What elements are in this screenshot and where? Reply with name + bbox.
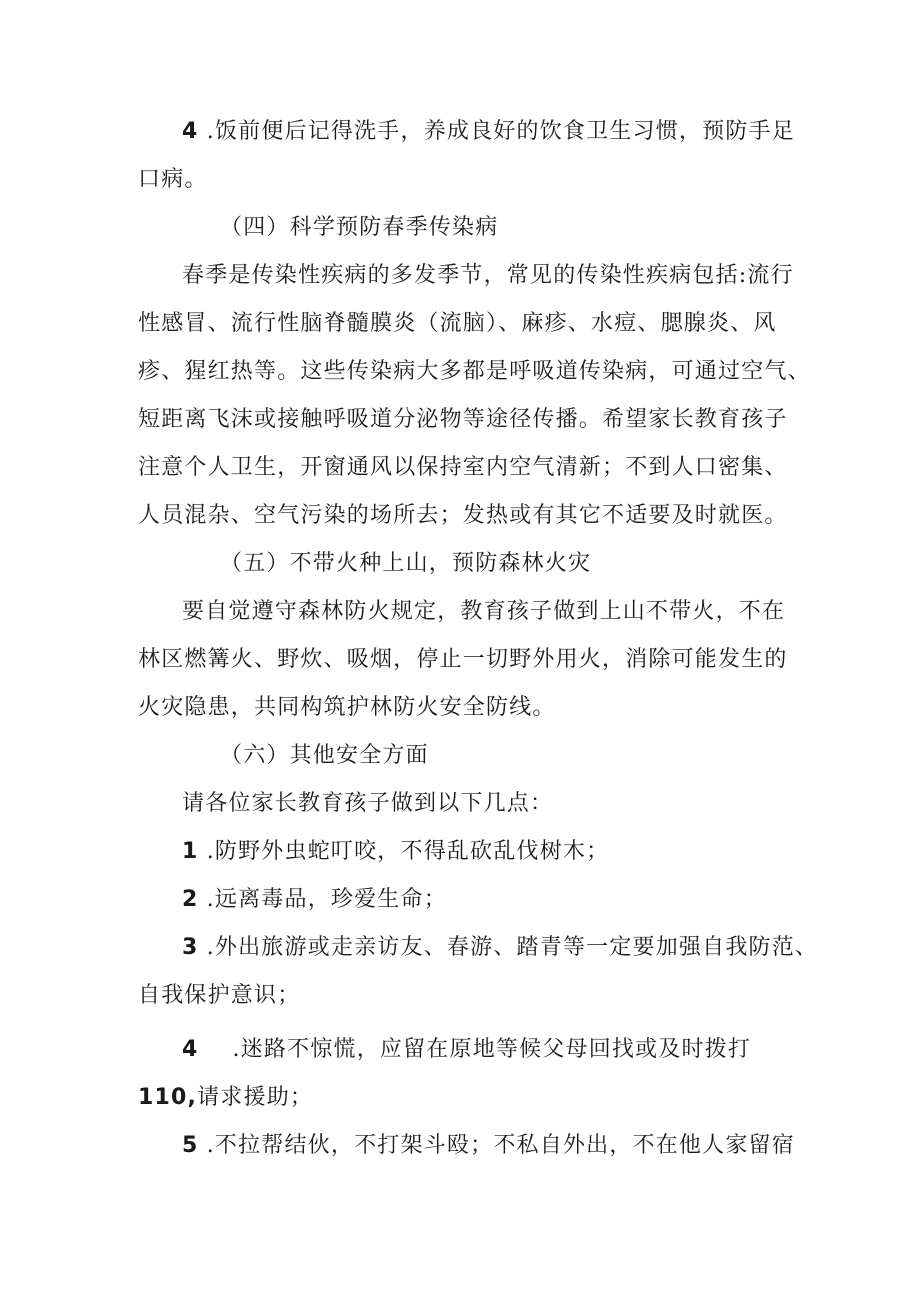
list-item-text: .防野外虫蛇叮咬，不得乱砍乱伐树木；: [206, 839, 610, 864]
list-item: [138, 924, 819, 1020]
paragraph-line: 短距离飞沫或接触呼吸道分泌物等途径传播。希望家长教育孩子: [138, 407, 788, 432]
list-item-text-continued: 请求援助；: [197, 1085, 314, 1110]
list-item: [138, 1122, 798, 1170]
section-intro-6: 请各位家长教育孩子做到以下几点：: [182, 791, 554, 816]
paragraph-line: 火灾隐患，共同构筑护林防火安全防线。: [138, 695, 556, 720]
list-item-number: 2: [182, 887, 199, 912]
list-item-number: 4: [182, 119, 199, 144]
section-paragraph-4: [138, 252, 811, 540]
paragraph-line: 注意个人卫生，开窗通风以保持室内空气清新；不到人口密集、: [138, 455, 788, 480]
paragraph-line: 林区燃篝火、野炊、吸烟，停止一切野外用火，消除可能发生的: [138, 647, 788, 672]
document-body: [138, 108, 819, 1170]
list-item: [138, 1026, 798, 1122]
list-item-text: .不拉帮结伙，不打架斗殴；不私自外出，不在他人家留宿: [206, 1133, 795, 1158]
paragraph-line: 要自觉遵守森林防火规定，教育孩子做到上山不带火，不在: [182, 599, 786, 624]
section-paragraph-5: [138, 588, 798, 732]
list-item-text: .外出旅游或走亲访友、春游、踏青等一定要加强自我防范、: [206, 935, 819, 960]
list-item-hand-washing: [138, 108, 798, 204]
list-item-number: 3: [182, 935, 199, 960]
list-item-text: .远离毒品，珍爱生命；: [206, 887, 447, 912]
list-item-text-continued: 口病。: [138, 167, 208, 192]
list-item: [138, 828, 798, 876]
list-item-number: 1: [182, 839, 199, 864]
list-item-text: .迷路不惊慌，应留在原地等候父母回找或及时拨打: [232, 1037, 752, 1062]
section-heading-5: （五）不带火种上山，预防森林火灾: [220, 551, 592, 576]
list-item-number: 4: [182, 1037, 199, 1062]
list-item-text: .饭前便后记得洗手，养成良好的饮食卫生习惯，预防手足: [206, 119, 795, 144]
paragraph-line: 疹、猩红热等。这些传染病大多都是呼吸道传染病，可通过空气、: [138, 359, 811, 384]
paragraph-line: 春季是传染性疾病的多发季节，常见的传染性疾病包括:流行: [182, 263, 794, 288]
section-heading-4: （四）科学预防春季传染病: [220, 215, 499, 240]
paragraph-line: 性感冒、流行性脑脊髓膜炎（流脑）、麻疹、水痘、腮腺炎、风: [138, 311, 777, 336]
paragraph-line: 人员混杂、空气污染的场所去；发热或有其它不适要及时就医。: [138, 503, 788, 528]
list-item: [138, 876, 798, 924]
list-item-text-continued: 自我保护意识；: [138, 983, 301, 1008]
phone-number: 110,: [138, 1085, 198, 1110]
section-heading-6: （六）其他安全方面: [220, 743, 429, 768]
list-item-number: 5: [182, 1133, 199, 1158]
